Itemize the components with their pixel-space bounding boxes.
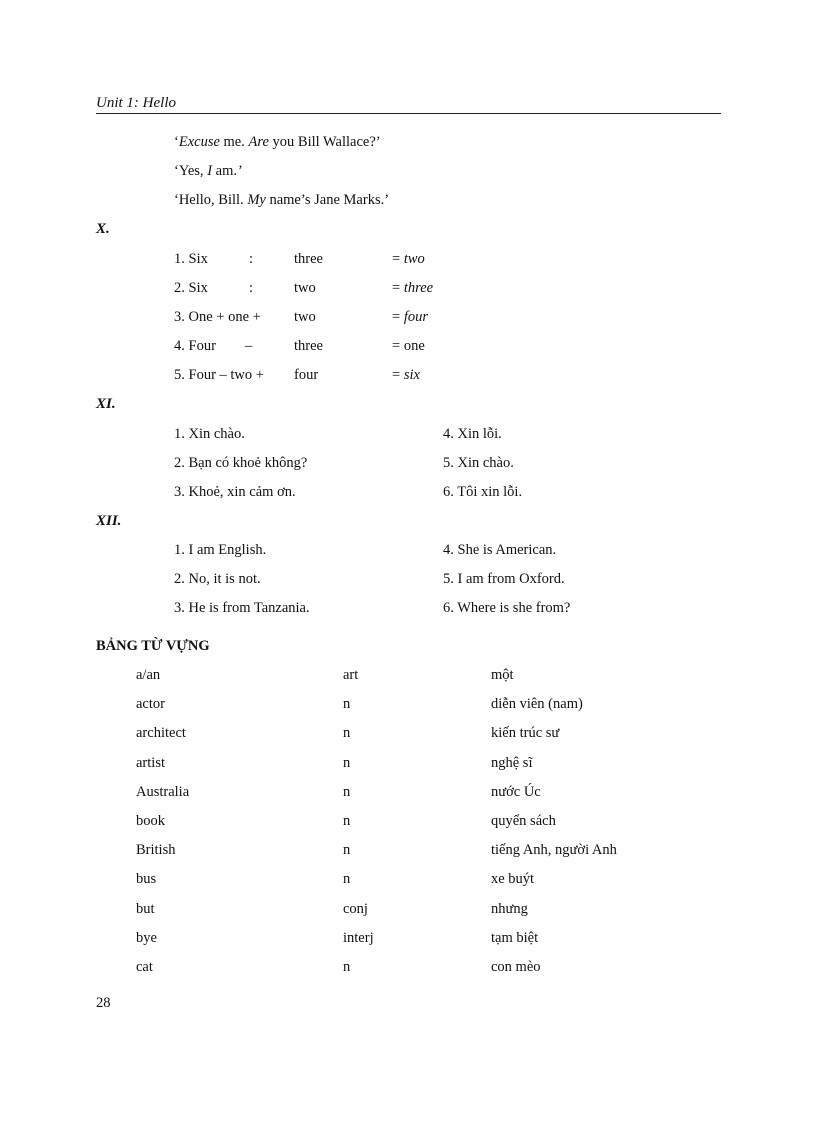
vocab-meaning: diễn viên (nam) xyxy=(491,696,583,713)
xi-item-5: 5. Xin chào. xyxy=(443,455,514,471)
answer: four xyxy=(403,309,428,325)
text: ‘Yes, xyxy=(174,163,208,179)
vocab-meaning: một xyxy=(491,667,514,683)
section-x-title: X. xyxy=(96,221,110,237)
xii-item-4: 4. She is American. xyxy=(443,542,557,558)
vocab-pos: n xyxy=(343,754,351,771)
text: name’s Jane Marks.’ xyxy=(265,192,390,208)
xi-item-4: 4. Xin lỗi. xyxy=(443,426,502,442)
vocab-word: book xyxy=(136,813,165,829)
xi-item-3: 3. Khoẻ, xin cảm ơn. xyxy=(174,484,296,500)
vocab-word: a/an xyxy=(136,667,161,683)
answer: one xyxy=(400,338,425,354)
answer: two xyxy=(403,251,425,267)
vocab-word: actor xyxy=(136,696,165,713)
text: ‘ xyxy=(174,134,179,150)
x-row-4-op: – xyxy=(245,338,253,354)
x-row-3-operand: two xyxy=(294,309,316,325)
text: am. xyxy=(212,163,237,179)
equals: = xyxy=(392,338,401,354)
vocab-meaning: quyển sách xyxy=(491,813,556,829)
x-row-2-expr: 2. Six xyxy=(174,280,208,296)
header-divider xyxy=(96,113,721,114)
vocab-meaning: xe buýt xyxy=(491,871,535,888)
xi-item-6: 6. Tôi xin lỗi. xyxy=(443,484,523,500)
vocab-pos: n xyxy=(343,696,351,713)
x-row-4-operand: three xyxy=(294,338,323,354)
equals: = xyxy=(392,280,404,296)
vocab-meaning: con mèo xyxy=(491,959,541,975)
x-row-1-result xyxy=(392,252,425,267)
vocab-meaning: nước Úc xyxy=(491,783,541,800)
vocab-meaning: nhưng xyxy=(491,900,528,917)
x-row-2-op: : xyxy=(249,280,254,296)
emphasis: ’ xyxy=(237,163,242,179)
answer: six xyxy=(403,367,420,383)
x-row-1-operand: three xyxy=(294,251,323,267)
vocab-word: British xyxy=(136,842,176,859)
dialogue-line-2 xyxy=(174,164,242,179)
section-xi-title: XI. xyxy=(96,396,116,412)
answer: three xyxy=(403,280,434,296)
x-row-1-op: : xyxy=(249,251,254,267)
vocab-word: artist xyxy=(136,754,165,771)
xii-item-2: 2. No, it is not. xyxy=(174,571,261,587)
equals: = xyxy=(392,367,401,383)
xii-item-6: 6. Where is she from? xyxy=(443,600,571,616)
vocab-pos: n xyxy=(343,871,351,888)
vocab-word: Australia xyxy=(136,783,190,800)
x-row-5-operand: four xyxy=(294,367,319,383)
equals: = xyxy=(392,309,401,325)
x-row-4-expr: 4. Four xyxy=(174,338,216,354)
vocab-pos: art xyxy=(343,667,359,683)
emphasis: My xyxy=(247,192,266,208)
xii-item-3: 3. He is from Tanzania. xyxy=(174,600,310,616)
equals: = xyxy=(392,251,404,267)
vocab-word: cat xyxy=(136,959,153,975)
xii-item-5: 5. I am from Oxford. xyxy=(443,571,565,587)
emphasis: Are xyxy=(248,134,269,150)
vocab-word: bus xyxy=(136,871,157,888)
vocab-pos: conj xyxy=(343,900,368,917)
vocab-pos: n xyxy=(343,842,351,859)
emphasis: Excuse xyxy=(178,134,220,150)
vocab-pos: n xyxy=(343,959,351,975)
dialogue-line-1 xyxy=(174,135,381,150)
dialogue-line-3 xyxy=(174,193,389,208)
x-row-2-result xyxy=(392,281,433,296)
text: ‘Hello, Bill. xyxy=(174,192,248,208)
x-row-1-expr: 1. Six xyxy=(174,251,208,267)
x-row-3-result xyxy=(392,310,428,325)
vocab-pos: n xyxy=(343,783,351,800)
x-row-5-expr: 5. Four – two + xyxy=(174,367,264,383)
text: me. xyxy=(219,134,249,150)
vocab-meaning: tạm biệt xyxy=(491,929,539,946)
x-row-2-operand: two xyxy=(294,280,316,296)
page-number: 28 xyxy=(96,995,111,1011)
xi-item-2: 2. Bạn có khoẻ không? xyxy=(174,455,308,471)
text: you Bill Wallace?’ xyxy=(268,134,381,150)
emphasis: I xyxy=(207,163,213,179)
vocab-meaning: kiến trúc sư xyxy=(491,725,560,742)
vocab-word: bye xyxy=(136,929,157,946)
xii-item-1: 1. I am English. xyxy=(174,542,267,558)
vocab-word: but xyxy=(136,900,155,917)
xi-item-1: 1. Xin chào. xyxy=(174,426,245,442)
x-row-4-result xyxy=(392,339,425,354)
vocab-title: BẢNG TỪ VỰNG xyxy=(96,638,210,654)
x-row-5-result xyxy=(392,368,420,383)
section-xii-title: XII. xyxy=(96,513,122,529)
x-row-3-expr: 3. One + one + xyxy=(174,309,261,325)
vocab-meaning: tiếng Anh, người Anh xyxy=(491,842,617,859)
vocab-pos: n xyxy=(343,725,351,742)
vocab-meaning: nghệ sĩ xyxy=(491,754,533,771)
vocab-pos: n xyxy=(343,813,351,829)
vocab-word: architect xyxy=(136,725,186,742)
vocab-pos: interj xyxy=(343,929,374,946)
page-header-title: Unit 1: Hello xyxy=(96,95,176,111)
